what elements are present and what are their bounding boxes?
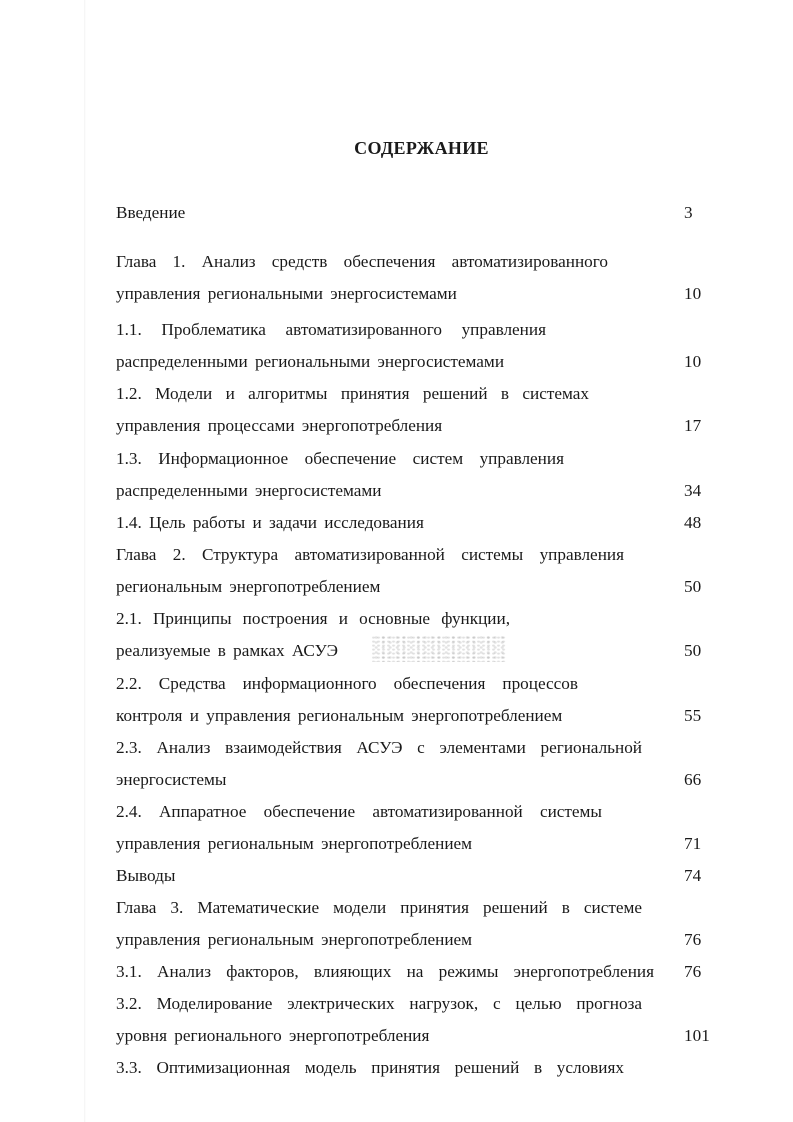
- toc-page-number: 50: [684, 641, 702, 660]
- toc-page-number: 3: [684, 203, 693, 222]
- toc-entry-3-2: 3.2. Моделирование электрических нагрузок, с целью прогноза: [116, 994, 642, 1013]
- scan-edge-shadow: [84, 0, 86, 1122]
- toc-entry-2-1-cont: реализуемые в рамках АСУЭ: [116, 641, 338, 660]
- toc-entry-1-3: 1.3. Информационное обеспечение систем управления: [116, 449, 564, 468]
- toc-page-number: 17: [684, 416, 702, 435]
- toc-entry-chapter-2-cont: региональным энергопотреблением: [116, 577, 381, 596]
- toc-page-number: 66: [684, 770, 702, 789]
- toc-entry-1-1-cont: распределенными региональными энергосистемами: [116, 352, 505, 371]
- toc-entry-2-2-cont: контроля и управления региональным энергопотреблением: [116, 706, 563, 725]
- toc-page-number: 55: [684, 706, 702, 725]
- toc-page-number: 10: [684, 284, 702, 303]
- toc-page-number: 76: [684, 930, 702, 949]
- scan-smudge: [372, 636, 506, 662]
- toc-entry-2-4: 2.4. Аппаратное обеспечение автоматизированной системы: [116, 802, 602, 821]
- toc-entry-1-3-cont: распределенными энергосистемами: [116, 481, 382, 500]
- toc-entry-3-1: 3.1. Анализ факторов, влияющих на режимы энергопотребления: [116, 962, 654, 981]
- toc-entry-1-4: 1.4. Цель работы и задачи исследования: [116, 513, 424, 532]
- toc-page-number: 71: [684, 834, 702, 853]
- toc-entry-2-3-cont: энергосистемы: [116, 770, 227, 789]
- toc-page-number: 74: [684, 866, 702, 885]
- toc-entry-chapter-3-cont: управления региональным энергопотреблением: [116, 930, 473, 949]
- toc-entry-2-4-cont: управления региональным энергопотреблением: [116, 834, 473, 853]
- page-title: СОДЕРЖАНИЕ: [354, 138, 489, 158]
- toc-page-number: 10: [684, 352, 702, 371]
- toc-entry-1-1: 1.1. Проблематика автоматизированного управления: [116, 320, 546, 339]
- toc-entry-chapter-3: Глава 3. Математические модели принятия решений в системе: [116, 898, 642, 917]
- toc-page-number: 50: [684, 577, 702, 596]
- toc-entry-1-2-cont: управления процессами энергопотребления: [116, 416, 443, 435]
- toc-entry-2-2: 2.2. Средства информационного обеспечения процессов: [116, 674, 578, 693]
- toc-entry-chapter-1-cont: управления региональными энергосистемами: [116, 284, 457, 303]
- toc-page-number: 34: [684, 481, 702, 500]
- toc-entry-chapter-2: Глава 2. Структура автоматизированной системы управления: [116, 545, 624, 564]
- toc-page-number: 101: [684, 1026, 710, 1045]
- toc-page-number: 48: [684, 513, 702, 532]
- toc-entry-3-3: 3.3. Оптимизационная модель принятия решений в условиях: [116, 1058, 624, 1077]
- toc-entry-2-1: 2.1. Принципы построения и основные функции,: [116, 609, 510, 628]
- toc-page-number: 76: [684, 962, 702, 981]
- toc-entry-1-2: 1.2. Модели и алгоритмы принятия решений в системах: [116, 384, 589, 403]
- toc-entry-intro: Введение: [116, 203, 186, 222]
- toc-entry-conclusions: Выводы: [116, 866, 176, 885]
- toc-entry-2-3: 2.3. Анализ взаимодействия АСУЭ с элементами региональной: [116, 738, 642, 757]
- toc-entry-3-2-cont: уровня регионального энергопотребления: [116, 1026, 430, 1045]
- toc-entry-chapter-1: Глава 1. Анализ средств обеспечения автоматизированного: [116, 252, 608, 271]
